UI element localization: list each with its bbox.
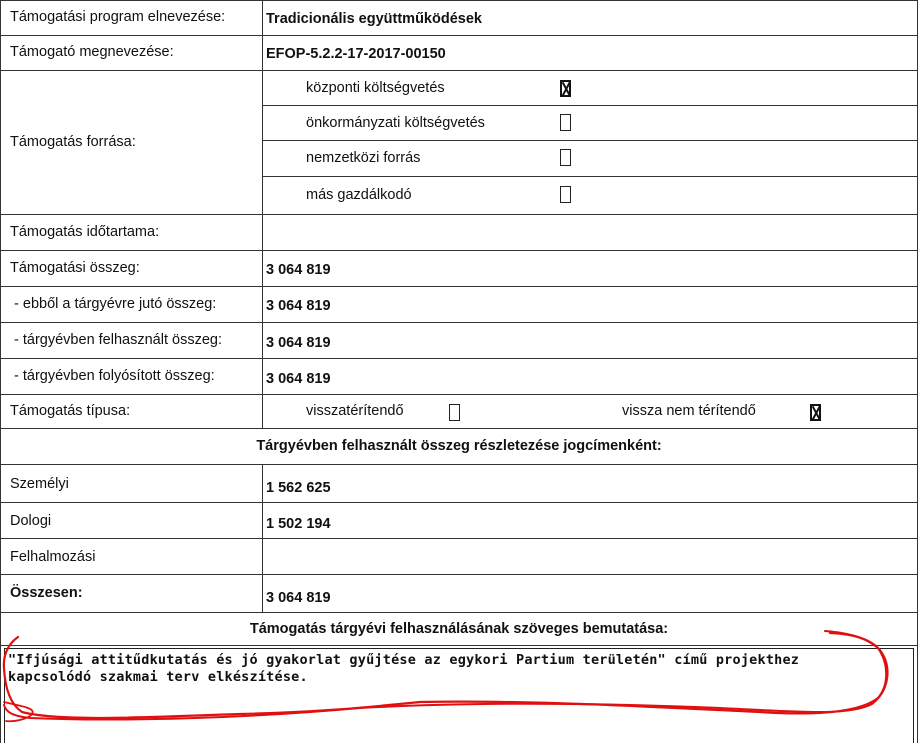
personal-value: 1 562 625 bbox=[266, 480, 331, 496]
source-label: Támogatás forrása: bbox=[10, 134, 136, 150]
type-refundable-label: visszatérítendő bbox=[306, 403, 404, 419]
paid-amount-value: 3 064 819 bbox=[266, 371, 331, 387]
description-line: "Ifjúsági attitűdkutatás és jó gyakorlat gyűjtése az egykori Partium területén" című projekthez bbox=[8, 652, 800, 668]
paid-amount-label: - tárgyévben folyósított összeg: bbox=[10, 368, 215, 384]
source-option-label: más gazdálkodó bbox=[306, 187, 412, 203]
amount-label: Támogatási összeg: bbox=[10, 260, 140, 276]
type-label: Támogatás típusa: bbox=[10, 403, 131, 419]
total-value: 3 064 819 bbox=[266, 590, 331, 606]
description-heading: Támogatás tárgyévi felhasználásának szöveges bemutatása: bbox=[249, 621, 669, 637]
duration-label: Támogatás időtartama: bbox=[10, 224, 160, 240]
supporter-label: Támogató megnevezése: bbox=[10, 44, 174, 60]
capital-label: Felhalmozási bbox=[10, 549, 96, 565]
total-label: Összesen: bbox=[10, 585, 83, 601]
source-option-label: központi költségvetés bbox=[306, 80, 445, 96]
type-nonrefundable-label: vissza nem térítendő bbox=[622, 403, 756, 419]
amount-value: 3 064 819 bbox=[266, 262, 331, 278]
breakdown-heading: Tárgyévben felhasznált összeg részletezése jogcímenként: bbox=[256, 438, 662, 454]
description-line: kapcsolódó szakmai terv elkészítése. bbox=[8, 669, 308, 685]
program-value: Tradicionális együttműködések bbox=[266, 11, 482, 27]
source-option-label: önkormányzati költségvetés bbox=[306, 115, 485, 131]
supporter-value: EFOP-5.2.2-17-2017-00150 bbox=[266, 46, 446, 62]
program-label: Támogatási program elnevezése: bbox=[10, 9, 226, 25]
material-value: 1 502 194 bbox=[266, 516, 331, 532]
used-amount-label: - tárgyévben felhasznált összeg: bbox=[10, 332, 222, 348]
personal-label: Személyi bbox=[10, 476, 69, 492]
year-share-value: 3 064 819 bbox=[266, 298, 331, 314]
used-amount-value: 3 064 819 bbox=[266, 335, 331, 351]
year-share-label: - ebből a tárgyévre jutó összeg: bbox=[10, 296, 217, 312]
material-label: Dologi bbox=[10, 513, 52, 529]
source-option-label: nemzetközi forrás bbox=[306, 150, 421, 166]
